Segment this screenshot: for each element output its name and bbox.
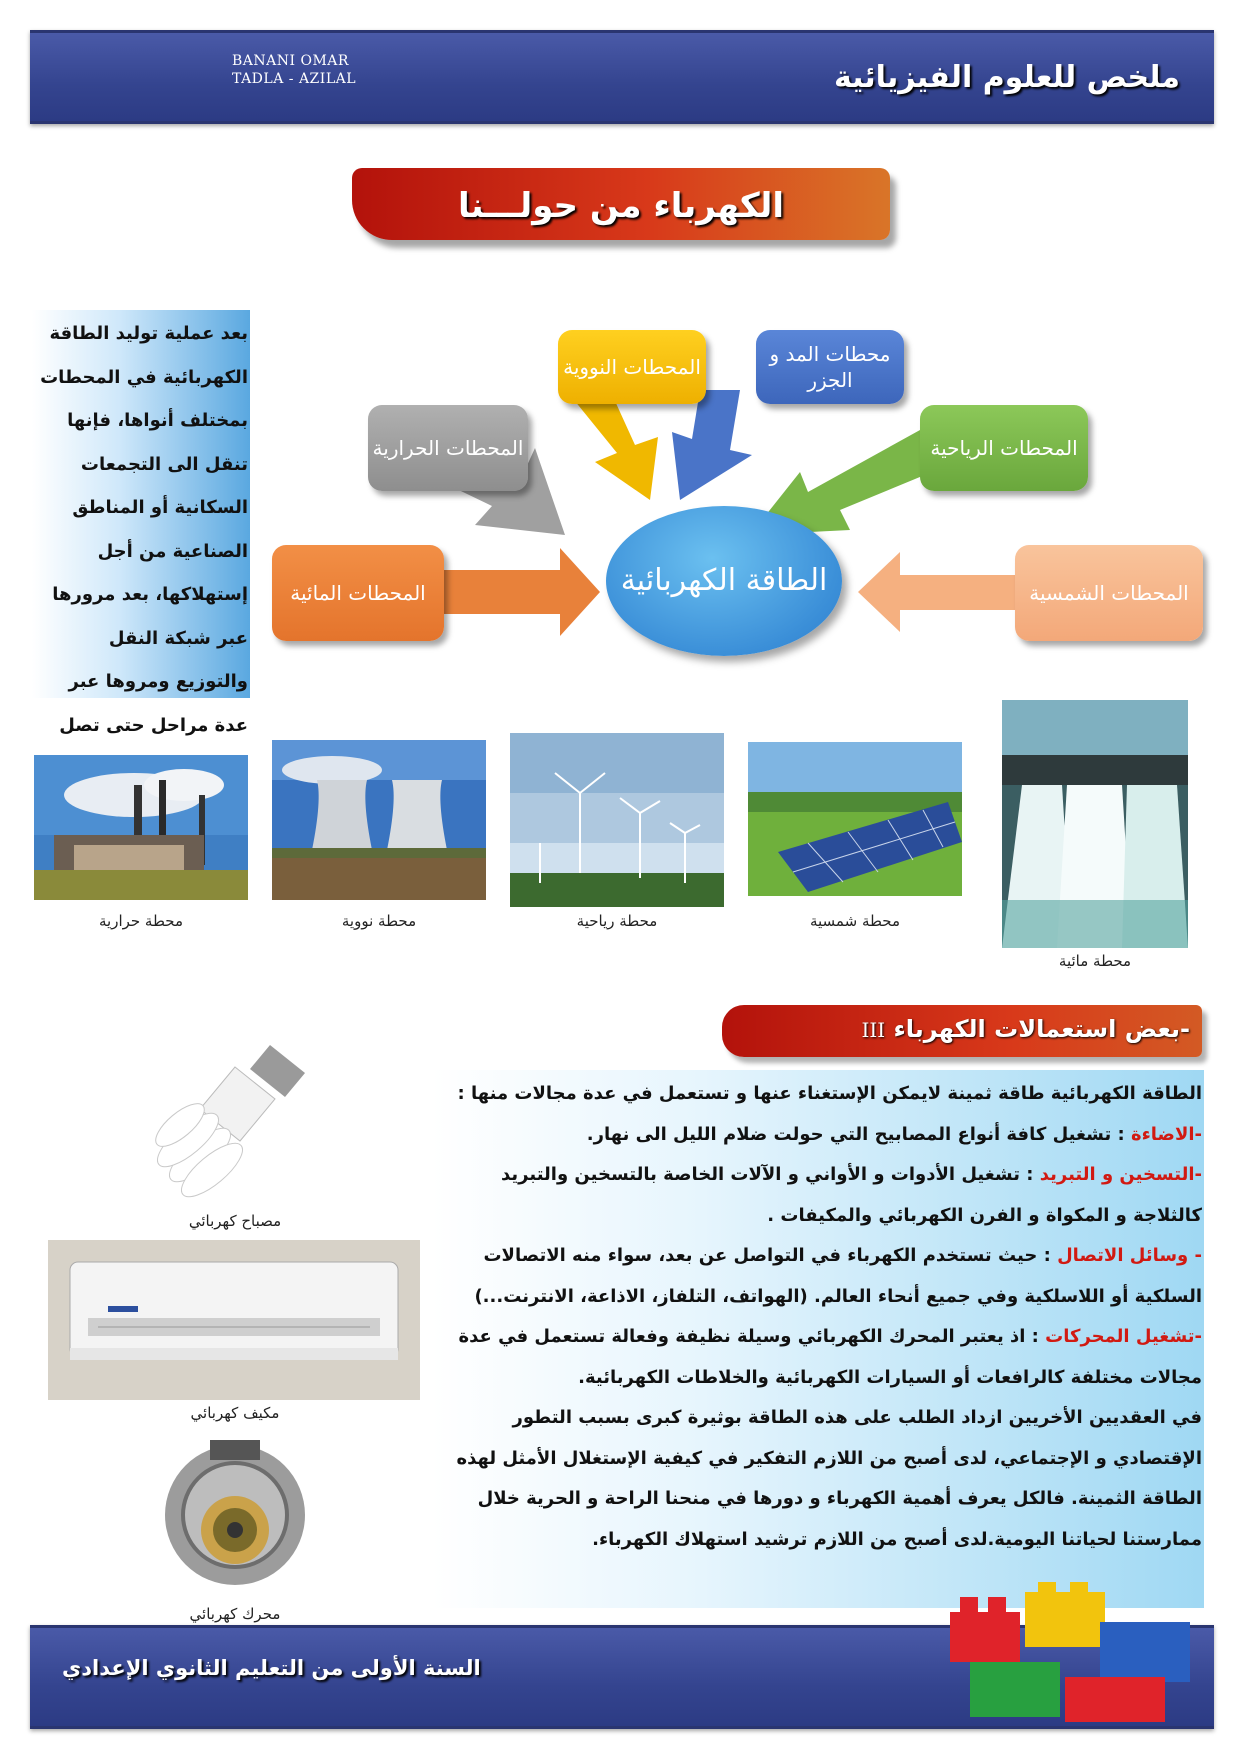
- box-tidal-stations: محطات المد و الجزر: [756, 330, 904, 404]
- uses-communication: [432, 1236, 1202, 1317]
- box-thermal-stations: المحطات الحرارية: [368, 405, 528, 491]
- box-solar-stations: المحطات الشمسية: [1015, 545, 1203, 641]
- arrow-solar: [858, 552, 1020, 632]
- box-hydro-stations: المحطات المائية: [272, 545, 444, 641]
- caption-solar: محطة شمسية: [809, 912, 901, 930]
- author-name: BANANI OMAR: [232, 53, 349, 69]
- uses-lighting: [432, 1115, 1202, 1156]
- arrow-hydro: [430, 548, 600, 636]
- box-wind-stations: المحطات الرياحية: [920, 405, 1088, 491]
- motors-label: -تشغيل المحركات: [1045, 1326, 1202, 1347]
- center-electric-energy: الطاقة الكهربائية: [606, 506, 842, 656]
- heating-label: -التسخين و التبريد: [1039, 1164, 1202, 1185]
- motors-text: : اذ يعتبر المحرك الكهربائي وسيلة نظيفة وفعالة تستعمل في عدة مجالات مختلفة كالرافعات أو السيارات الكهربائية والخلاطات الكهربائية.: [458, 1326, 1202, 1388]
- caption-motor: محرك كهربائي: [189, 1605, 281, 1623]
- photo-air-conditioner: [48, 1240, 420, 1400]
- uses-conclusion: في العقديين الأخريين ازداد الطلب على هذه الطاقة بوثيرة كبرى بسبب التطور الإقتصادي و الإجتماعي، لدى أصبح من اللازم التفكير في كيفية الإستغلال الأمثل لهذه الطاقة الثمينة. فالكل يعرف أهمية الكهرباء و دورها في منحنا الراحة و الحرية خلال ممارستنا لحياتنا اليومية.لدى أصبح من اللازم ترشيد استهلاك الكهرباء.: [456, 1407, 1202, 1550]
- section3-heading: [861, 1015, 1190, 1043]
- heating-text: : تشغيل الأدوات و الأواني و الآلات الخاصة بالتسخين والتبريد كالثلاجة و المكواة و الفرن الكهربائي والمكيفات .: [501, 1164, 1202, 1226]
- photo-solar-station: [748, 742, 962, 896]
- comm-label: - وسائل الاتصال: [1057, 1245, 1202, 1266]
- caption-lamp: مصباح كهربائي: [188, 1212, 282, 1230]
- caption-wind: محطة رياحية: [576, 912, 658, 930]
- footer-title: السنة الأولى من التعليم الثانوي الإعدادي: [62, 1656, 481, 1680]
- uses-text: [432, 1074, 1202, 1560]
- author-location: TADLA - AZILAL: [232, 71, 357, 87]
- photo-nuclear-station: [272, 740, 486, 900]
- section3-title: -بعض استعمالات الكهرباء: [893, 1015, 1190, 1043]
- photo-thermal-station: [34, 755, 248, 900]
- uses-intro: الطاقة الكهربائية طاقة ثمينة لايمكن الإستغناء عنها و تستعمل في عدة مجالات منها :: [457, 1083, 1202, 1104]
- photo-lamp: [140, 1025, 330, 1210]
- info-text: بعد عملية توليد الطاقة الكهربائية في المحطات بمختلف أنواها، فإنها تنقل الى التجمعات السكانية أو المناطق الصناعية من أجل إستهلاكها، بعد مرورها عبر شبكة النقل والتوزيع ومروها عبر عدة مراحل حتى تصل: [40, 323, 248, 736]
- caption-ac: مكيف كهربائي: [190, 1404, 280, 1422]
- comm-text: : حيث تستخدم الكهرباء في التواصل عن بعد، سواء منه الاتصالات السلكية أو اللاسلكية وفي جميع أنحاء العالم. (الهواتف، التلفاز، الاذاعة، الانترنت...): [474, 1245, 1202, 1307]
- photo-wind-station: [510, 733, 724, 907]
- lighting-label: -الاضاءة: [1130, 1123, 1202, 1145]
- main-title: الكهرباء من حولـــنا: [457, 186, 785, 226]
- arrow-nuclear: [570, 390, 658, 500]
- arrow-tidal: [672, 390, 752, 500]
- photo-hydro-station: [1002, 700, 1188, 948]
- lighting-text: : تشغيل كافة أنواع المصابيح التي حولت ضلام الليل الى نهار.: [586, 1123, 1131, 1145]
- box-nuclear-stations: المحطات النووية: [558, 330, 706, 404]
- caption-hydro: محطة مائية: [1058, 952, 1132, 970]
- photo-motor: [140, 1430, 330, 1605]
- uses-heating: [432, 1155, 1202, 1236]
- author-block: [232, 52, 356, 88]
- section3-number: III: [861, 1018, 886, 1042]
- header-title: ملخص للعلوم الفيزيائية: [833, 60, 1180, 95]
- uses-motors: [432, 1317, 1202, 1398]
- lego-bricks-decoration: [930, 1582, 1214, 1725]
- caption-nuclear: محطة نووية: [341, 912, 417, 930]
- caption-thermal: محطة حرارية: [98, 912, 183, 930]
